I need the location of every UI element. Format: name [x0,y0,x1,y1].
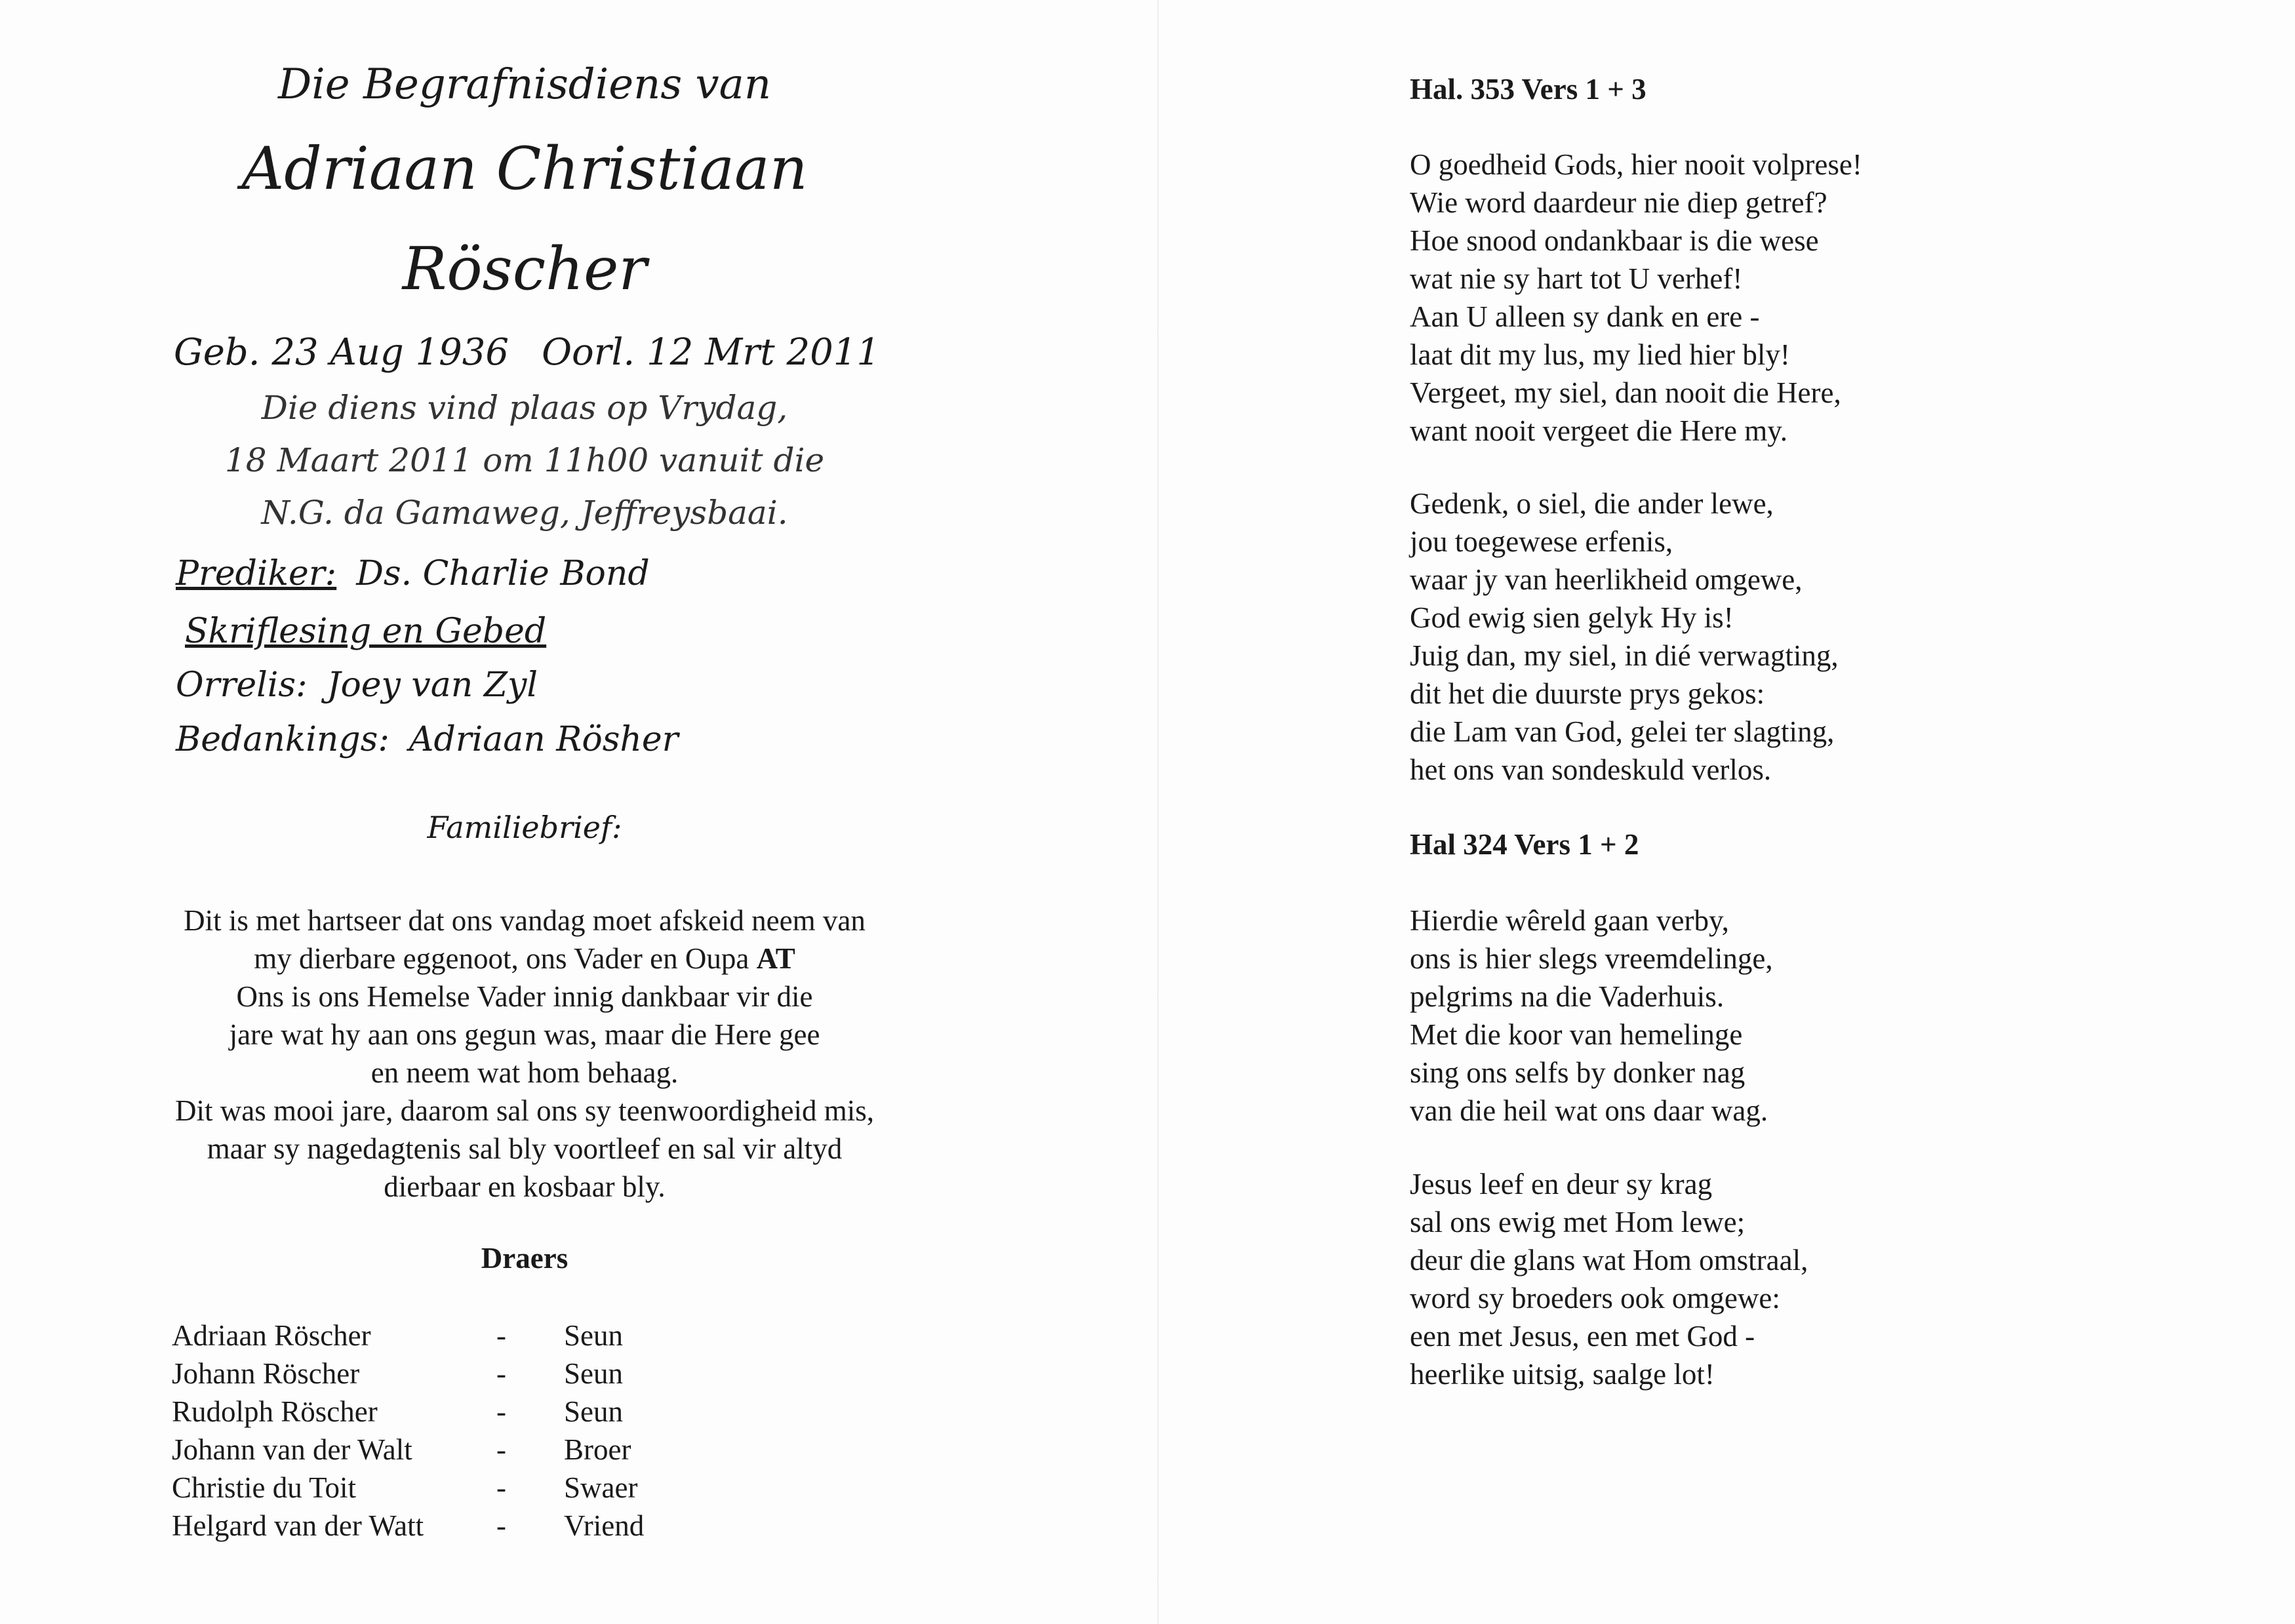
bearer-relation: Swaer [564,1471,638,1504]
birth-date: Geb. 23 Aug 1936 [174,331,509,374]
verse-line: pelgrims na die Vaderhuis. [1410,980,1725,1013]
hymn-verse [1410,485,1839,789]
verse-line: Juig dan, my siel, in dié verwagting, [1410,639,1839,672]
hymn-heading: Hal 324 Vers 1 + 2 [1410,828,1639,861]
role-value: Ds. Charlie Bond [356,554,650,593]
bearer-name: Adriaan Röscher [172,1319,371,1352]
verse-line: sing ons selfs by donker nag [1410,1056,1746,1089]
hymn-verse [1410,146,1862,450]
letter-line: my dierbare eggenoot, ons Vader en Oupa AT [254,942,795,975]
verse-line: want nooit vergeet die Here my. [1410,414,1788,447]
service-title: Die Begrafnisdiens van [277,60,772,109]
verse-line: Met die koor van hemelinge [1410,1018,1743,1051]
bearer-name: Rudolph Röscher [172,1395,378,1428]
bearer-relation: Seun [564,1357,623,1390]
hymn-heading: Hal. 353 Vers 1 + 3 [1410,73,1646,106]
role-label: Bedankings: [176,720,389,759]
verse-line: word sy broeders ook omgewe: [1410,1282,1780,1315]
bearer-relation: Broer [564,1433,631,1466]
pallbearers-heading: Draers [481,1242,569,1275]
hymn-verse [1410,901,1773,1130]
verse-line: Hierdie wêreld gaan verby, [1410,904,1729,937]
verse-line: Jesus leef en deur sy krag [1410,1168,1713,1200]
letter-line: Ons is ons Hemelse Vader innig dankbaar vir die [236,980,813,1013]
role-organist [176,665,538,705]
bearer-relation: Seun [564,1395,623,1428]
separator-dash: - [496,1395,506,1428]
separator-dash: - [496,1433,506,1466]
separator-dash: - [496,1357,506,1390]
life-dates [174,331,880,374]
bearer-name: Johann van der Walt [172,1433,412,1466]
role-value: Joey van Zyl [327,665,538,705]
verse-line: dit het die duurste prys gekos: [1410,677,1765,710]
service-details-line: N.G. da Gamaweg, Jeffreysbaai. [261,494,788,532]
verse-line: God ewig sien gelyk Hy is! [1410,601,1734,634]
verse-line: die Lam van God, gelei ter slagting, [1410,715,1835,748]
bearer-relation: Seun [564,1319,623,1352]
verse-line: het ons van sondeskuld verlos. [1410,753,1772,786]
role-value: Adriaan Rösher [409,720,679,759]
letter-line: Dit was mooi jare, daarom sal ons sy teenwoordigheid mis, [174,1094,875,1127]
verse-line: Wie word daardeur nie diep getref? [1410,186,1827,219]
role-thanks [176,720,679,759]
separator-dash: - [496,1509,506,1542]
role-preacher [176,554,650,593]
verse-line: wat nie sy hart tot U verhef! [1410,262,1743,295]
hymn-verse [1410,1165,1808,1393]
letter-line: dierbaar en kosbaar bly. [384,1170,666,1203]
verse-line: deur die glans wat Hom omstraal, [1410,1244,1808,1277]
verse-line: een met Jesus, een met God - [1410,1320,1755,1353]
family-letter [66,901,984,1206]
role-scripture-prayer [185,612,546,651]
letter-line: en neem wat hom behaag. [370,1056,679,1089]
initials: AT [756,942,795,975]
verse-line: ons is hier slegs vreemdelinge, [1410,942,1773,975]
role-label: Skriflesing en Gebed [185,612,547,651]
verse-line: O goedheid Gods, hier nooit volprese! [1410,148,1862,181]
role-label: Prediker: [176,554,337,593]
letter-line: jare wat hy aan ons gegun was, maar die Here gee [229,1018,820,1051]
service-details-line: Die diens vind plaas op Vrydag, [261,389,788,427]
verse-line: Gedenk, o siel, die ander lewe, [1410,487,1774,520]
verse-line: Aan U alleen sy dank en ere - [1410,300,1760,333]
verse-line: van die heil wat ons daar wag. [1410,1094,1768,1127]
separator-dash: - [496,1471,506,1504]
verse-line: heerlike uitsig, saalge lot! [1410,1358,1715,1391]
letter-line: maar sy nagedagtenis sal bly voortleef en sal vir altyd [207,1132,843,1165]
role-label: Orrelis: [176,665,308,705]
family-letter-heading: Familiebrief: [427,810,622,845]
verse-line: jou toegewese erfenis, [1410,525,1673,558]
verse-line: Vergeet, my siel, dan nooit die Here, [1410,376,1841,409]
death-date: Oorl. 12 Mrt 2011 [542,331,880,374]
verse-line: waar jy van heerlikheid omgewe, [1410,563,1803,596]
deceased-given-names: Adriaan Christiaan [241,134,808,203]
bearer-relation: Vriend [564,1509,645,1542]
bearer-name: Christie du Toit [172,1471,357,1504]
deceased-surname: Röscher [402,235,647,304]
bearer-name: Helgard van der Watt [172,1509,424,1542]
separator-dash: - [496,1319,506,1352]
bearer-name: Johann Röscher [172,1357,360,1390]
letter-line: Dit is met hartseer dat ons vandag moet afskeid neem van [184,904,866,937]
service-details-line: 18 Maart 2011 om 11h00 vanuit die [224,441,825,479]
verse-line: sal ons ewig met Hom lewe; [1410,1206,1746,1238]
verse-line: laat dit my lus, my lied hier bly! [1410,338,1790,371]
verse-line: Hoe snood ondankbaar is die wese [1410,224,1819,257]
